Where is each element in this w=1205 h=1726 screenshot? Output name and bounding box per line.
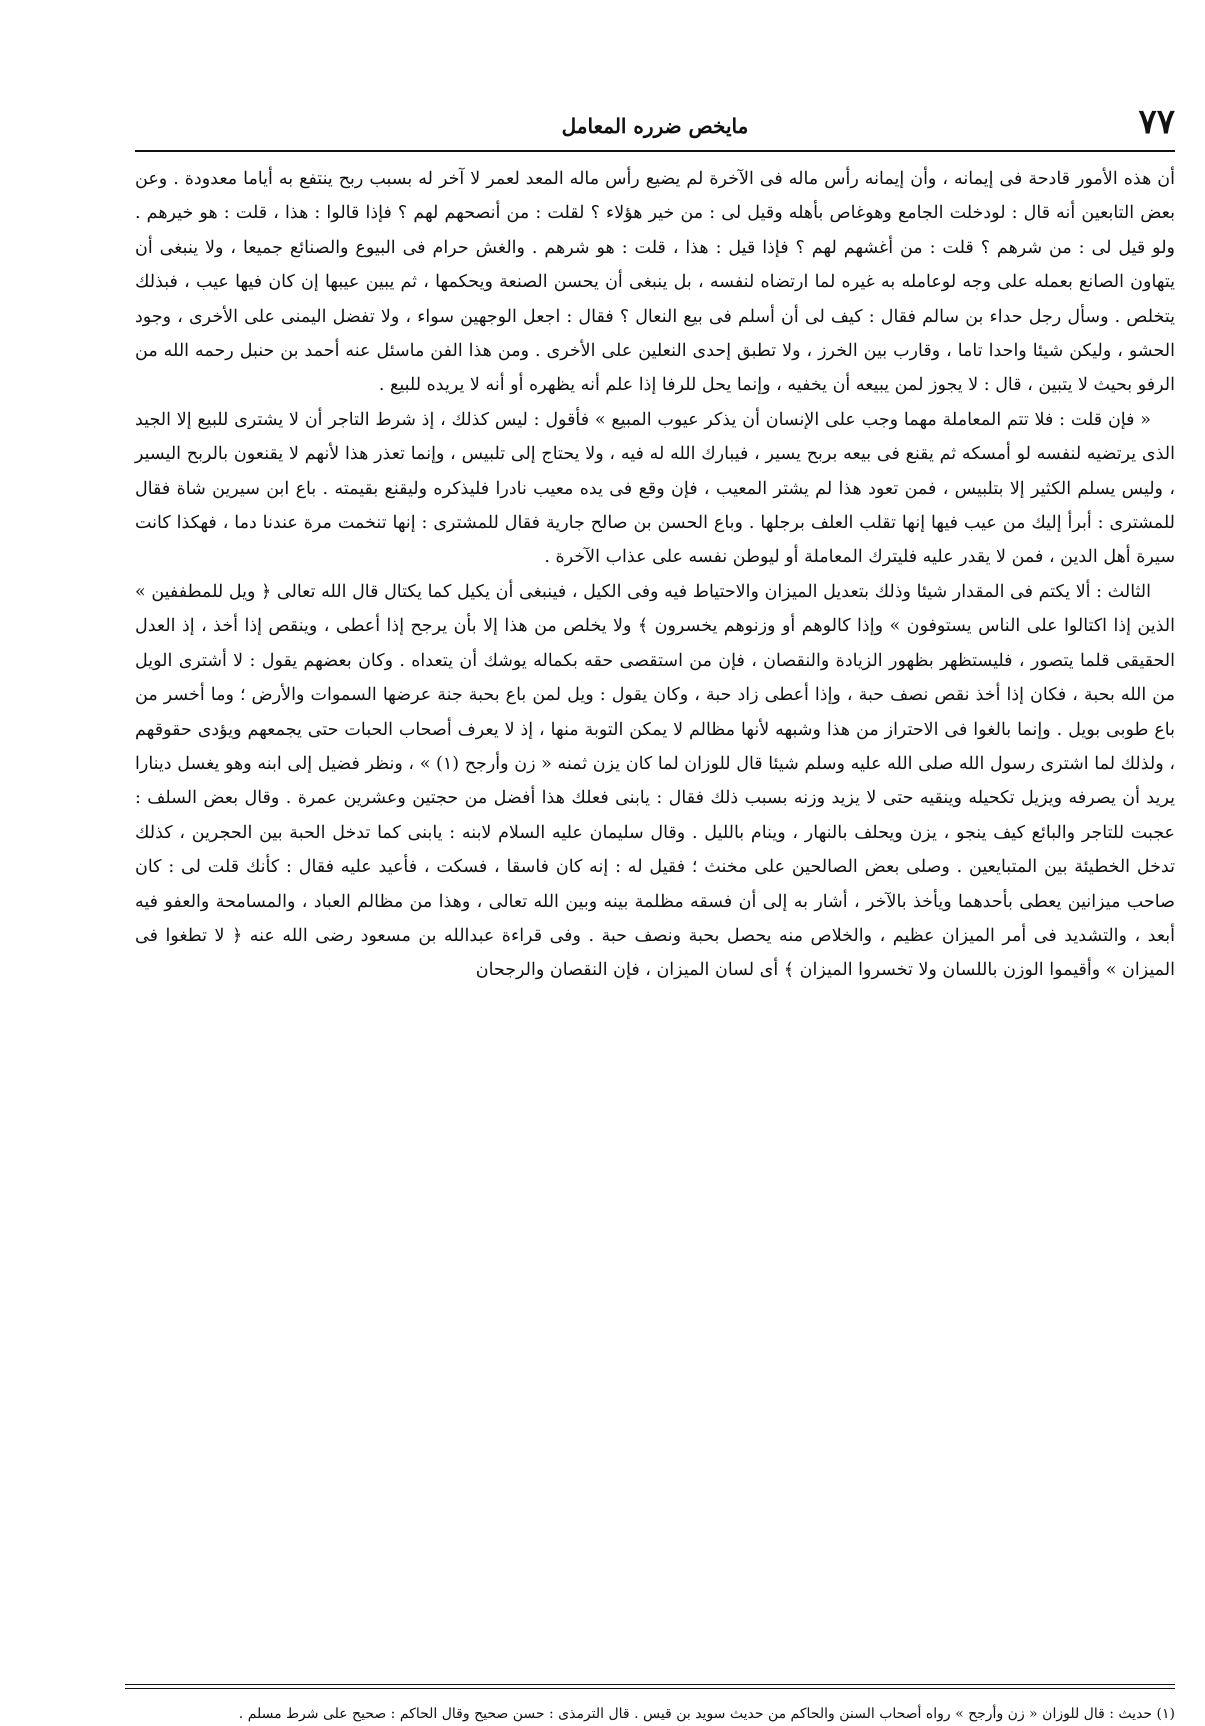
page-header: [135, 96, 1175, 156]
running-title: مايخص ضرره المعامل: [561, 114, 749, 138]
paragraph: الثالث : ألا يكتم فى المقدار شيئا وذلك بتعديل الميزان والاحتياط فيه وفى الكيل ، فينبغى أن يكيل كما يكتال قال الله تعالى ﴿ ويل للمطففين » الذين إذا اكتالوا على الناس يستوفون » وإذا كالوهم أو وزنوهم يخسرون ﴾ ولا يخلص من هذا إلا بأن يرجح إذا أعطى ، وينقص إذا أخذ ، إذ العدل الحقيقى قلما يتصور ، فليستظهر بظهور الزيادة والنقصان ، فإن من استقصى حقه بكماله يوشك أن يتعداه . وكان بعضهم يقول : لا أشترى الويل من الله بحبة ، فكان إذا أخذ نقص نصف حبة ، وإذا أعطى زاد حبة ، وكان يقول : ويل لمن باع بحبة جنة عرضها السموات والأرض ؛ وما أخسر من باع طوبى بويل . وإنما بالغوا فى الاحتراز من هذا وشبهه لأنها مظالم لا يمكن التوبة منها ، إذ لا يعرف أصحاب الحبات حتى يجمعهم ويؤدى حقوقهم ، ولذلك لما اشترى رسول الله صلى الله عليه وسلم شيئا قال للوزان لما كان يزن ثمنه « زن وأرجح (١) » ، ونظر فضيل إلى ابنه وهو يغسل دينارا يريد أن يصرفه ويزيل تكحيله وينقيه حتى لا يزيد وزنه بسبب ذلك فقال : يابنى فعلك هذا أفضل من حجتين وعشرين عمرة . وقال بعض السلف : عجبت للتاجر والبائع كيف ينجو ، يزن ويحلف بالنهار ، وينام بالليل . وقال سليمان عليه السلام لابنه : يابنى كما تدخل الحبة بين الحجرين ، كذلك تدخل الخطيئة بين المتبايعين . وصلى بعض الصالحين على مخنث ؛ فقيل له : إنه كان فاسقا ، فسكت ، فأعيد عليه فقال : كأنك قلت لى : كان صاحب ميزانين يعطى بأحدهما ويأخذ بالآخر ، أشار به إلى أن فسقه مظلمة بينه وبين الله تعالى ، وهذا من مظالم العباد ، والمسامحة والعفو فيه أبعد ، والتشديد فى أمر الميزان عظيم ، والخلاص منه يحصل بحبة ونصف حبة . وفى قراءة عبدالله بن مسعود رضى الله عنه ﴿ لا تطغوا فى الميزان » وأقيموا الوزن باللسان ولا تخسروا الميزان ﴾ أى لسان الميزان ، فإن النقصان والرجحان: [135, 581, 1175, 981]
footnotes: [135, 1702, 1175, 1726]
main-text: [135, 162, 1175, 988]
footnote-divider: [125, 1684, 1175, 1685]
page-number: ٧٧: [1138, 102, 1175, 142]
paragraph: « فإن قلت : فلا تتم المعاملة مهما وجب على الإنسان أن يذكر عيوب المبيع » فأقول : ليس كذلك ، إذ شرط التاجر أن لا يشترى للبيع إلا الجيد الذى يرتضيه لنفسه لو أمسكه ثم يقنع فى بيعه بربح يسير ، فيبارك الله له فيه ، ولا يحتاج إلى تلبيس ، وإنما تعذر هذا لأنهم لا يقنعون بالربح اليسير ، وليس يسلم الكثير إلا بتلبيس ، فمن تعود هذا لم يشتر المعيب ، فإن وقع فى يده معيب نادرا فليذكره وليقنع بقيمته . باع ابن سيرين شاة فقال للمشترى : أبرأ إليك من عيب فيها إنها تقلب العلف برجلها . وباع الحسن بن صالح جارية فقال للمشترى : إنها تنخمت مرة عندنا دما ، فهكذا كانت سيرة أهل الدين ، فمن لا يقدر عليه فليترك المعاملة أو ليوطن نفسه على عذاب الآخرة .: [135, 409, 1175, 568]
footnote: (١) حديث : قال للوزان « زن وأرجح » رواه أصحاب السنن والحاكم من حديث سويد بن قيس . قال الترمذى : حسن صحيح وقال الحاكم : صحيح على شرط مسلم .: [238, 1706, 1175, 1722]
paragraph: أن هذه الأمور قادحة فى إيمانه ، وأن إيمانه رأس ماله فى الآخرة لم يضيع رأس ماله المعد لعمر لا آخر له بسبب ربح ينتفع به أياما معدودة . وعن بعض التابعين أنه قال : لودخلت الجامع وهوغاص بأهله وقيل لى : من خير هؤلاء ؟ لقلت : من أنصحهم لهم ؟ فإذا قالوا : هذا ، قلت : هو خيرهم . ولو قيل لى : من شرهم ؟ قلت : من أغشهم لهم ؟ فإذا قيل : هذا ، قلت : هو شرهم . والغش حرام فى البيوع والصنائع جميعا ، ولا ينبغى أن يتهاون الصانع بعمله على وجه لوعامله به غيره لما ارتضاه لنفسه ، بل ينبغى أن يحسن الصنعة ويحكمها ، ثم يبين عيبها إن كان فيها عيب ، فبذلك يتخلص . وسأل رجل حداء بن سالم فقال : كيف لى أن أسلم فى بيع النعال ؟ فقال : اجعل الوجهين سواء ، ولا تفضل اليمنى على الأخرى ، وجود الحشو ، وليكن شيئا واحدا تاما ، وقارب بين الخرز ، ولا تطبق إحدى النعلين على الأخرى . ومن هذا الفن ماسئل عنه أحمد بن حنبل رحمه الله من الرفو بحيث لا يتبين ، قال : لا يجوز لمن يبيعه أن يخفيه ، وإنما يحل للرفا إذا علم أنه يظهره أو أنه لا يريده للبيع .: [135, 169, 1175, 396]
header-divider: [135, 150, 1175, 152]
footnote-divider: [125, 1688, 1175, 1689]
